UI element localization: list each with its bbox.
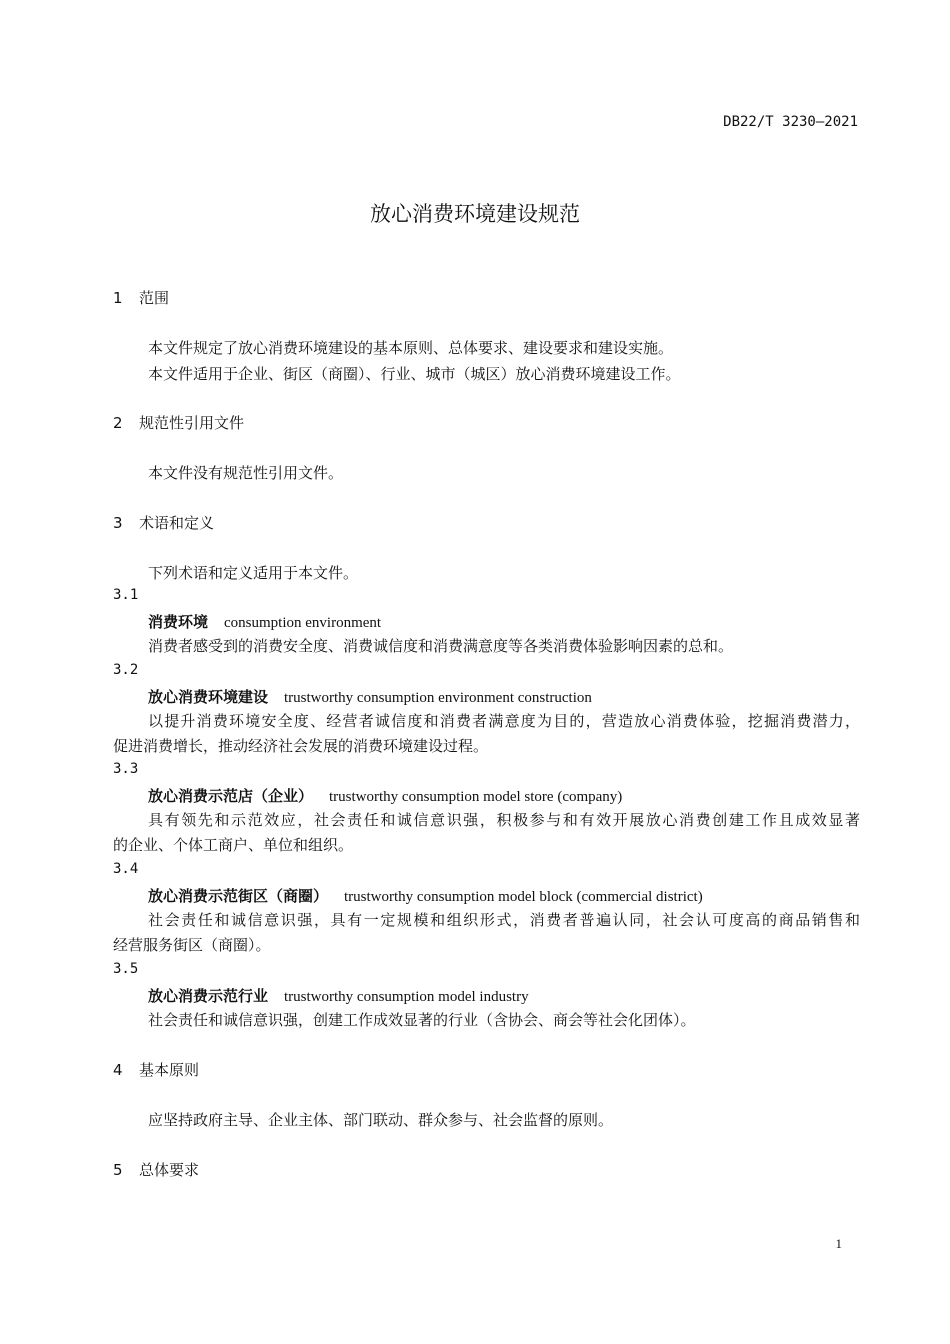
term-en: trustworthy consumption model block (commercial district)	[344, 889, 703, 905]
paragraph: 应坚持政府主导、企业主体、部门联动、群众参与、社会监督的原则。	[148, 1111, 614, 1129]
term-definition: 社会责任和诚信意识强，创建工作成效显著的行业（含协会、商会等社会化团体）。	[148, 1011, 696, 1029]
paragraph: 本文件规定了放心消费环境建设的基本原则、总体要求、建设要求和建设实施。	[148, 339, 674, 357]
section-heading-1	[113, 287, 169, 308]
term-definition: 具有领先和示范效应，社会责任和诚信意识强，积极参与和有效开展放心消费创建工作且成效显著	[148, 811, 860, 829]
term-zh: 放心消费示范行业	[148, 987, 269, 1005]
term-en: trustworthy consumption model industry	[284, 989, 529, 1005]
standard-code: DB22/T 3230—2021	[723, 114, 858, 130]
term-en: consumption environment	[224, 615, 382, 631]
term-number: 3.4	[113, 861, 139, 877]
paragraph: 本文件适用于企业、街区（商圈）、行业、城市（城区）放心消费环境建设工作。	[148, 365, 681, 383]
term-number: 3.1	[113, 587, 139, 603]
term-zh: 消费环境	[148, 613, 209, 631]
term-zh: 放心消费示范店（企业）	[148, 787, 314, 805]
term-definition: 以提升消费环境安全度、经营者诚信度和消费者满意度为目的，营造放心消费体验，挖掘消费潜力，	[148, 712, 860, 730]
term-title	[148, 686, 592, 707]
section-heading-4	[113, 1059, 199, 1080]
paragraph: 下列术语和定义适用于本文件。	[148, 564, 359, 582]
term-definition-cont: 促进消费增长，推动经济社会发展的消费环境建设过程。	[113, 737, 489, 755]
page-number: 1	[835, 1236, 842, 1251]
paragraph: 本文件没有规范性引用文件。	[148, 464, 344, 482]
term-zh: 放心消费示范街区（商圈）	[148, 887, 329, 905]
term-number: 3.5	[113, 961, 139, 977]
section-title: 范围	[139, 289, 170, 307]
term-title	[148, 985, 529, 1006]
term-definition: 消费者感受到的消费安全度、消费诚信度和消费满意度等各类消费体验影响因素的总和。	[148, 637, 734, 655]
term-number: 3.2	[113, 662, 139, 678]
section-heading-5	[113, 1159, 199, 1180]
document-title: 放心消费环境建设规范	[370, 202, 580, 226]
section-title: 规范性引用文件	[139, 414, 245, 432]
term-en: trustworthy consumption environment construction	[284, 690, 592, 706]
section-number: 5	[113, 1161, 123, 1179]
section-number: 2	[113, 414, 123, 432]
term-definition-cont: 经营服务街区（商圈）。	[113, 936, 271, 954]
section-heading-2	[113, 412, 244, 433]
term-title	[148, 885, 703, 906]
section-number: 4	[113, 1061, 123, 1079]
term-definition-cont: 的企业、个体工商户、单位和组织。	[113, 836, 354, 854]
term-zh: 放心消费环境建设	[148, 688, 269, 706]
section-title: 总体要求	[139, 1161, 200, 1179]
term-definition: 社会责任和诚信意识强，具有一定规模和组织形式，消费者普遍认同，社会认可度高的商品销售和	[148, 911, 860, 929]
section-title: 基本原则	[139, 1061, 200, 1079]
section-title: 术语和定义	[139, 514, 215, 532]
term-number: 3.3	[113, 761, 139, 777]
section-number: 3	[113, 514, 123, 532]
term-title	[148, 611, 381, 632]
section-number: 1	[113, 289, 123, 307]
term-title	[148, 785, 622, 806]
term-en: trustworthy consumption model store (company)	[329, 789, 623, 805]
section-heading-3	[113, 512, 214, 533]
